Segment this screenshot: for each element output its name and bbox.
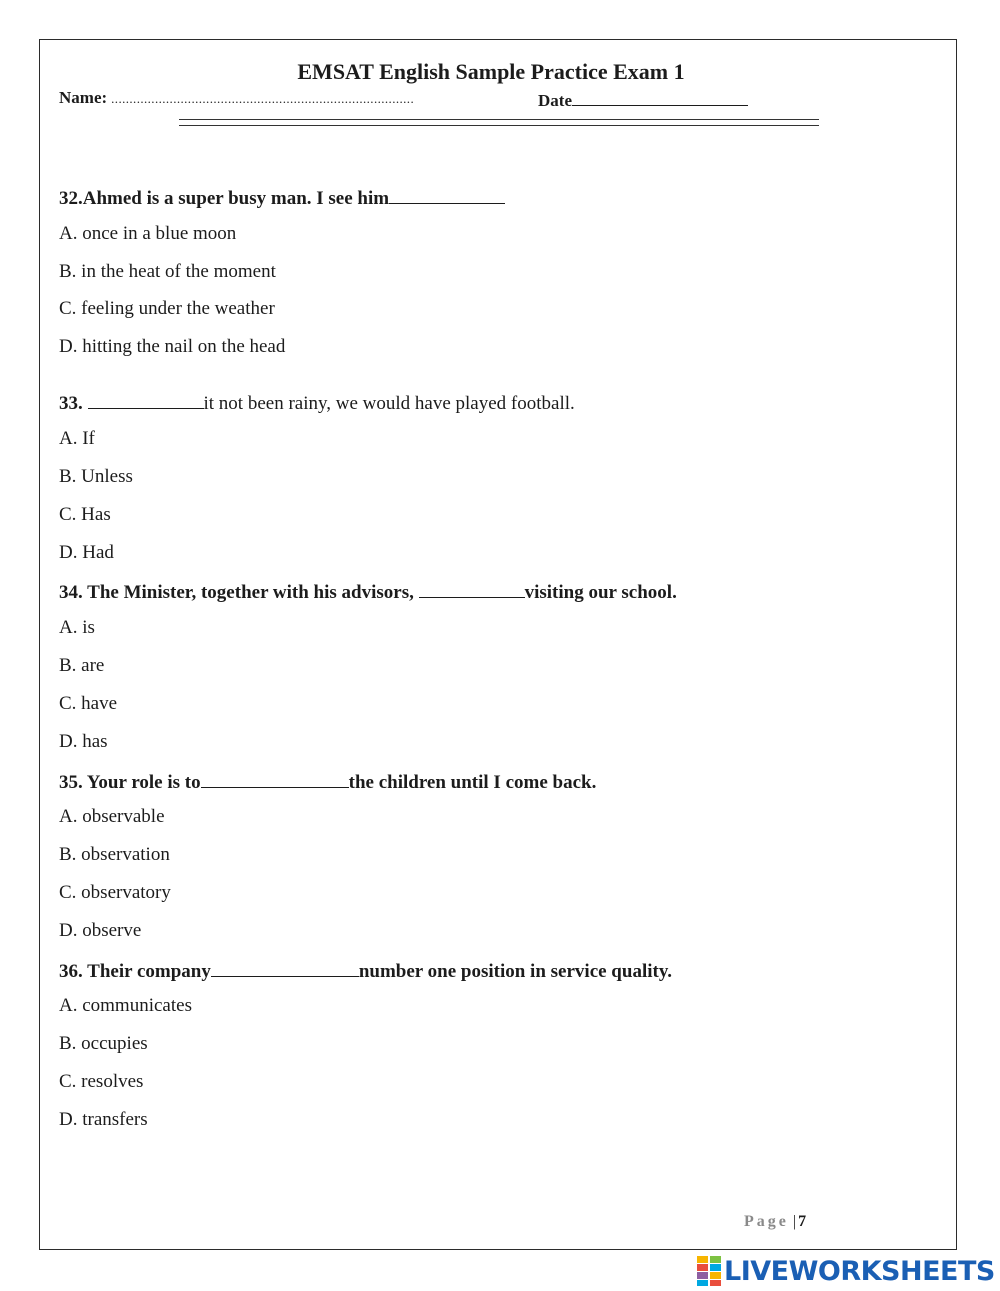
question-32-option-c: C. feeling under the weather xyxy=(59,298,275,319)
question-34-option-b: B. are xyxy=(59,655,105,676)
question-35-option-c: C. observatory xyxy=(59,882,171,903)
header-separator xyxy=(179,119,819,126)
question-33-stem: it not been rainy, we would have played football. xyxy=(203,393,575,414)
page-label: Page xyxy=(744,1213,789,1230)
question-36-option-d: D. transfers xyxy=(59,1109,148,1130)
page-footer xyxy=(744,1213,806,1231)
question-33-option-c: C. Has xyxy=(59,504,111,525)
question-32-option-a: A. once in a blue moon xyxy=(59,223,237,244)
question-33-option-d: D. Had xyxy=(59,542,114,563)
question-33-option-b: B. Unless xyxy=(59,466,133,487)
page-number: 7 xyxy=(798,1213,807,1230)
question-36-stem-start: 36. Their company xyxy=(59,961,211,982)
question-33-blank xyxy=(88,390,204,409)
question-36-stem-end: number one position in service quality. xyxy=(358,961,673,982)
question-33-number: 33. xyxy=(59,393,83,414)
question-35-stem-end: the children until I come back. xyxy=(348,772,597,793)
date-field xyxy=(538,88,748,111)
question-32 xyxy=(59,185,505,210)
question-33-option-a: A. If xyxy=(59,428,95,449)
question-34-blank xyxy=(419,579,525,598)
liveworksheets-wordmark: LIVEWORKSHEETS xyxy=(724,1255,995,1287)
question-34-option-a: A. is xyxy=(59,617,95,638)
question-34-stem-start: 34. The Minister, together with his advisors, xyxy=(59,582,419,603)
page-title: EMSAT English Sample Practice Exam 1 xyxy=(297,59,685,84)
question-36-option-c: C. resolves xyxy=(59,1071,144,1092)
question-34-option-d: D. has xyxy=(59,731,108,752)
page-separator: | xyxy=(792,1213,797,1230)
question-36-option-a: A. communicates xyxy=(59,995,192,1016)
question-32-option-d: D. hitting the nail on the head xyxy=(59,336,286,357)
question-32-stem: 32.Ahmed is a super busy man. I see him xyxy=(59,188,390,209)
question-35-option-d: D. observe xyxy=(59,920,142,941)
name-label: Name: xyxy=(59,88,108,107)
question-35-option-a: A. observable xyxy=(59,806,165,827)
question-33 xyxy=(59,390,575,415)
name-dotted-line: ................................................................................... xyxy=(111,91,415,106)
question-36-option-b: B. occupies xyxy=(59,1033,148,1054)
question-34 xyxy=(59,579,677,604)
question-36-blank xyxy=(211,958,359,977)
name-field xyxy=(59,88,414,108)
date-label: Date xyxy=(538,91,572,110)
question-34-option-c: C. have xyxy=(59,693,118,714)
question-35-blank xyxy=(201,769,349,788)
question-35-option-b: B. observation xyxy=(59,844,170,865)
question-36 xyxy=(59,958,672,983)
liveworksheets-logo-icon xyxy=(697,1256,721,1286)
question-32-blank xyxy=(389,185,505,204)
liveworksheets-brand xyxy=(697,1254,995,1288)
question-35 xyxy=(59,769,596,794)
question-35-stem-start: 35. Your role is to xyxy=(59,772,201,793)
page-border xyxy=(39,39,957,1250)
question-32-option-b: B. in the heat of the moment xyxy=(59,261,276,282)
question-34-stem-end: visiting our school. xyxy=(524,582,677,603)
date-blank xyxy=(572,88,748,106)
